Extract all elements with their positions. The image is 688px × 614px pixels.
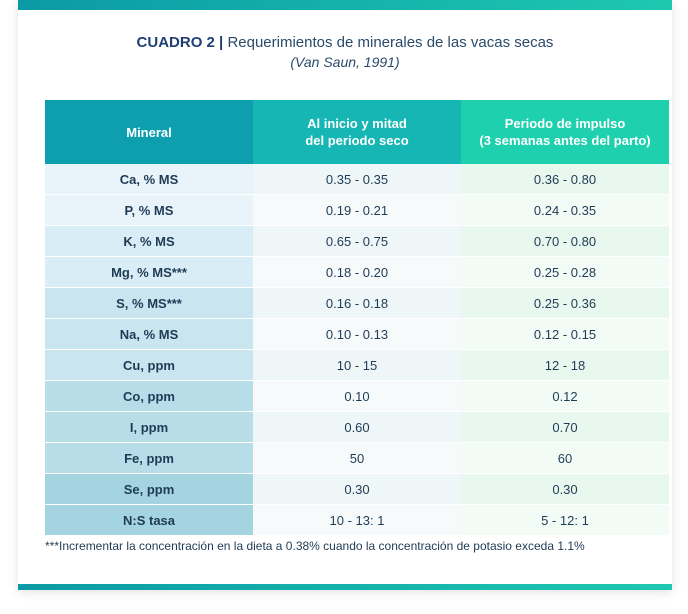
table-row	[45, 164, 669, 195]
close-value-cell: 60	[461, 443, 669, 474]
mineral-cell: Co, ppm	[45, 381, 253, 412]
early-value-cell: 0.18 - 0.20	[253, 257, 461, 288]
table-row	[45, 257, 669, 288]
early-value-cell: 10 - 13: 1	[253, 505, 461, 536]
header-mineral	[45, 100, 253, 164]
top-accent-bar	[18, 0, 672, 10]
early-value-cell: 0.60	[253, 412, 461, 443]
table-row	[45, 412, 669, 443]
table-row	[45, 474, 669, 505]
close-value-cell: 0.30	[461, 474, 669, 505]
table-row	[45, 505, 669, 536]
close-value-cell: 0.36 - 0.80	[461, 164, 669, 195]
early-value-cell: 0.10	[253, 381, 461, 412]
header-early-dry	[253, 100, 461, 164]
mineral-cell: Fe, ppm	[45, 443, 253, 474]
header-close-up	[461, 100, 669, 164]
table-header-row	[45, 100, 669, 164]
close-value-cell: 5 - 12: 1	[461, 505, 669, 536]
mineral-cell: P, % MS	[45, 195, 253, 226]
header-close-up-line1: Periodo de impulso	[504, 116, 626, 131]
mineral-cell: S, % MS***	[45, 288, 253, 319]
close-value-cell: 0.70	[461, 412, 669, 443]
table-row	[45, 443, 669, 474]
table-title: Requerimientos de minerales de las vacas secas	[227, 34, 554, 51]
early-value-cell: 0.10 - 0.13	[253, 319, 461, 350]
close-value-cell: 0.12 - 0.15	[461, 319, 669, 350]
early-value-cell: 50	[253, 443, 461, 474]
table-heading	[18, 34, 672, 51]
early-value-cell: 0.30	[253, 474, 461, 505]
mineral-cell: K, % MS	[45, 226, 253, 257]
mineral-cell: N:S tasa	[45, 505, 253, 536]
footnote: ***Incrementar la concentración en la dieta a 0.38% cuando la concentración de potasio exceda 1.1%	[45, 539, 585, 553]
bottom-accent-bar	[18, 584, 672, 590]
early-value-cell: 0.16 - 0.18	[253, 288, 461, 319]
table-label: CUADRO 2 |	[136, 34, 224, 51]
header-early-dry-line1: Al inicio y mitad	[307, 116, 407, 131]
table-row	[45, 226, 669, 257]
table-citation: (Van Saun, 1991)	[290, 54, 400, 70]
close-value-cell: 0.25 - 0.28	[461, 257, 669, 288]
mineral-cell: Se, ppm	[45, 474, 253, 505]
close-value-cell: 0.70 - 0.80	[461, 226, 669, 257]
table-row	[45, 319, 669, 350]
close-value-cell: 12 - 18	[461, 350, 669, 381]
early-value-cell: 0.35 - 0.35	[253, 164, 461, 195]
early-value-cell: 10 - 15	[253, 350, 461, 381]
mineral-cell: I, ppm	[45, 412, 253, 443]
close-value-cell: 0.24 - 0.35	[461, 195, 669, 226]
table-row	[45, 381, 669, 412]
close-value-cell: 0.25 - 0.36	[461, 288, 669, 319]
early-value-cell: 0.19 - 0.21	[253, 195, 461, 226]
minerals-table	[45, 100, 669, 536]
table-row	[45, 195, 669, 226]
mineral-cell: Na, % MS	[45, 319, 253, 350]
table-row	[45, 350, 669, 381]
table-row	[45, 288, 669, 319]
header-close-up-line2: (3 semanas antes del parto)	[479, 133, 651, 148]
close-value-cell: 0.12	[461, 381, 669, 412]
mineral-cell: Cu, ppm	[45, 350, 253, 381]
header-early-dry-line2: del periodo seco	[305, 133, 409, 148]
header-mineral-label: Mineral	[126, 124, 172, 140]
table-card	[18, 0, 672, 590]
mineral-cell: Ca, % MS	[45, 164, 253, 195]
mineral-cell: Mg, % MS***	[45, 257, 253, 288]
early-value-cell: 0.65 - 0.75	[253, 226, 461, 257]
